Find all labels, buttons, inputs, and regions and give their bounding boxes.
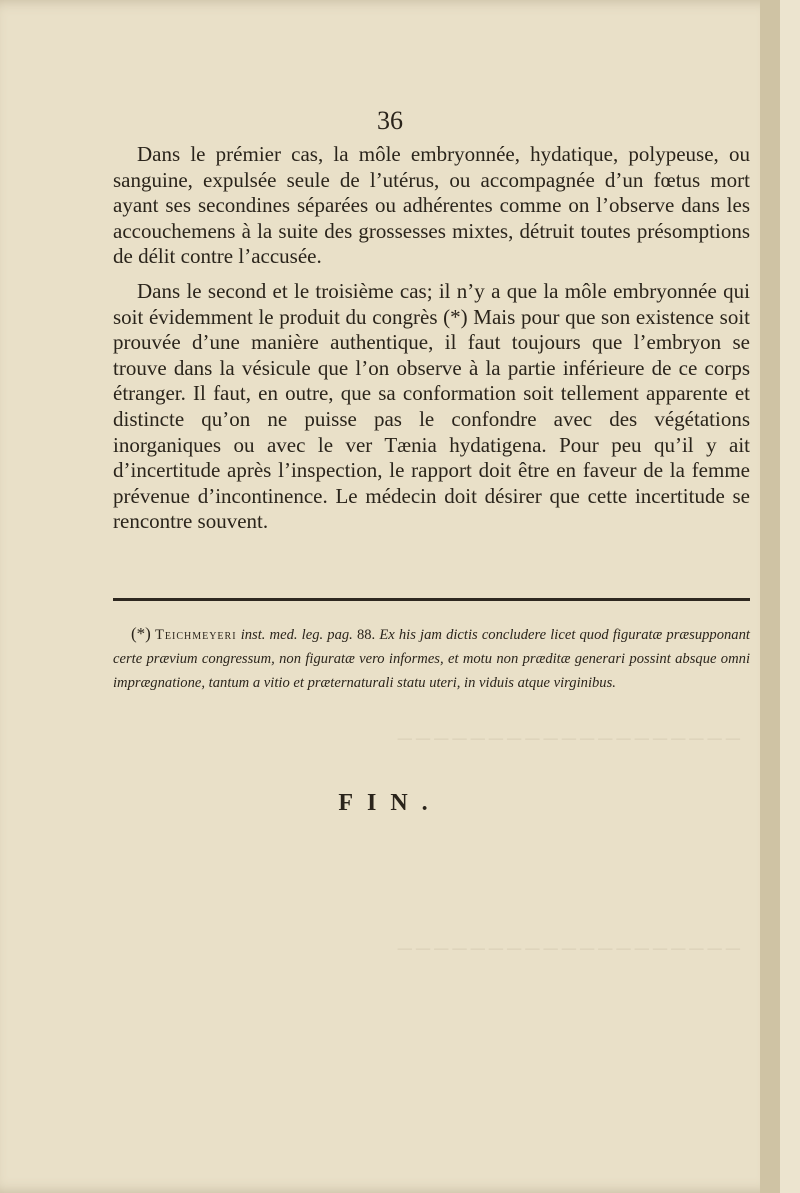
footnote-author: Teichmeyeri — [154, 627, 237, 643]
footnote-divider — [113, 598, 750, 601]
body-text — [113, 142, 750, 544]
end-text: FIN. — [338, 790, 442, 816]
paragraph-2: Dans le second et le troisième cas; il n’y a que la môle embryonnée qui soit évidemment le produit du congrès (*) Mais pour que son existence soit prouvée d’une manière authentique, il faut toujours que l’embryon se trouve dans la vésicule que l’on observe à la partie inférieure de ce corps étranger. Il faut, en outre, que sa conformation soit tellement apparente et distincte qu’on ne puisse pas le confondre avec des végétations inorganiques ou avec le ver Tænia hydatigena. Pour peu qu’il y ait d’incertitude après l’inspection, le rapport doit être en faveur de la femme prévenue d’incontinence. Le médecin doit désirer que cette incertitude se rencontre souvent. — [113, 278, 750, 534]
page-number: 36 — [377, 106, 403, 135]
bleed-through-text: — — — — — — — — — — — — — — — — — — — — [397, 730, 740, 747]
bleed-through-text: — — — — — — — — — — — — — — — — — — — — [397, 940, 740, 957]
footnote-marker: (*) — [131, 624, 151, 643]
footnote-text: Ex his jam dictis concludere licet quod figuratæ præsupponant certe prævium congressum, non figuratæ vero informes, et motu non præditæ generari possint absque omni imprægnatione, tantum a vitio et præternaturali statu uteri, in viduis atque virginibus. — [113, 627, 750, 691]
paragraph-1: Dans le prémier cas, la môle embryonnée, hydatique, polypeuse, ou sanguine, expulsée seule de l’utérus, ou accompagnée d’un fœtus mort ayant ses secondines séparées ou adhérentes comme on l’observe dans les accouchemens à la suite des grossesses mixtes, détruit toutes présomptions de délit contre l’accusée. — [113, 142, 750, 269]
footnote — [113, 622, 750, 695]
footnote-page-ref: 88. — [356, 627, 376, 643]
page-edge — [760, 0, 780, 1193]
footnote-citation: inst. med. leg. pag. — [240, 627, 353, 643]
